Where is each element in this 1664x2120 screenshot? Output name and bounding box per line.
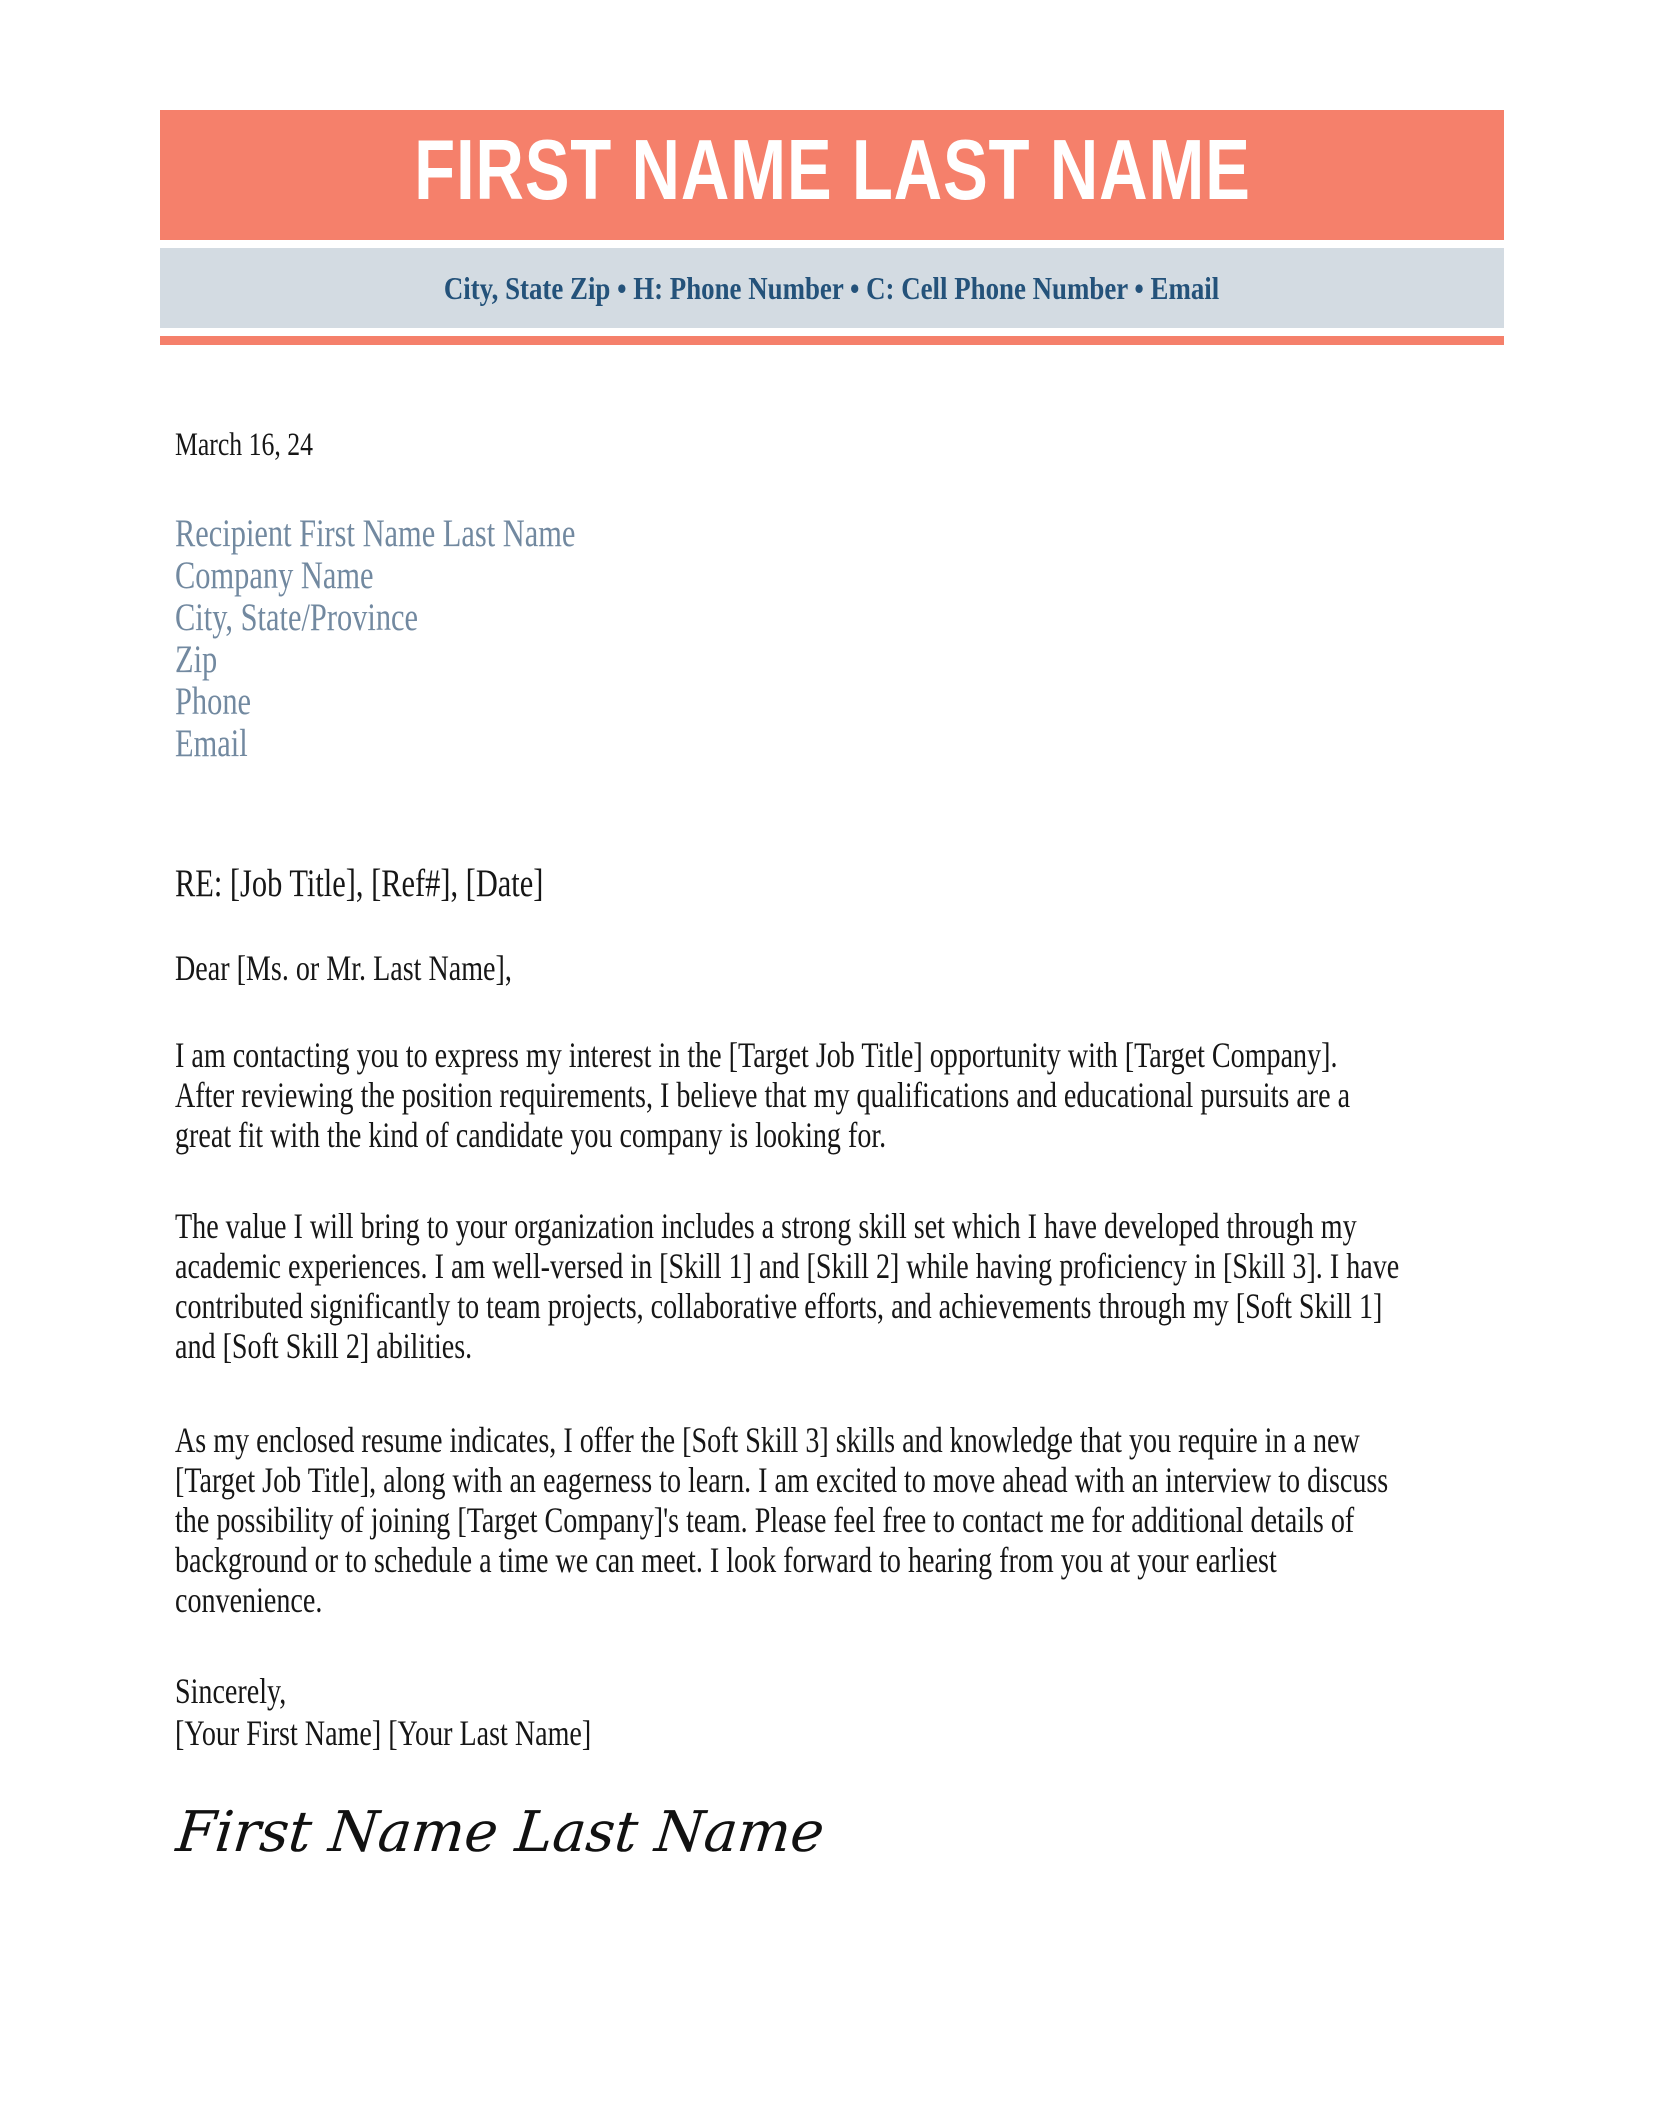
recipient-phone: Phone: [175, 680, 252, 723]
paragraph-line: [Target Job Title], along with an eagerness to learn. I am excited to move ahead with an interview to discuss: [175, 1460, 1389, 1500]
letter-date: March 16, 24: [175, 427, 313, 463]
name-banner: [160, 110, 1504, 240]
paragraph-line: As my enclosed resume indicates, I offer the [Soft Skill 3] skills and knowledge that you require in a new: [175, 1420, 1360, 1460]
paragraph-line: the possibility of joining [Target Company]'s team. Please feel free to contact me for additional details of: [175, 1500, 1355, 1540]
accent-divider: [160, 336, 1504, 345]
paragraph-line: background or to schedule a time we can meet. I look forward to hearing from you at your earliest: [175, 1540, 1277, 1580]
paragraph-line: academic experiences. I am well-versed in [Skill 1] and [Skill 2] while having proficiency in [Skill 3]. I have: [175, 1246, 1400, 1286]
paragraph-line: and [Soft Skill 2] abilities.: [175, 1326, 473, 1366]
page-title: FIRST NAME LAST NAME: [413, 122, 1251, 218]
recipient-block: [175, 513, 575, 765]
recipient-name: Recipient First Name Last Name: [175, 512, 576, 555]
paragraph-line: After reviewing the position requirements, I believe that my qualifications and educational pursuits are a: [175, 1075, 1351, 1115]
paragraph-line: convenience.: [175, 1580, 323, 1620]
recipient-company: Company Name: [175, 554, 374, 597]
paragraph-line: great fit with the kind of candidate you company is looking for.: [175, 1115, 887, 1155]
contact-banner: [160, 248, 1504, 328]
paragraph-line: contributed significantly to team projects, collaborative efforts, and achievements through my [Soft Skill 1]: [175, 1286, 1383, 1326]
recipient-city-state: City, State/Province: [175, 596, 419, 639]
salutation: Dear [Ms. or Mr. Last Name],: [175, 948, 512, 988]
contact-line: City, State Zip • H: Phone Number • C: Cell Phone Number • Email: [444, 269, 1220, 306]
recipient-email: Email: [175, 722, 248, 765]
body-paragraph-1: [175, 1035, 1350, 1155]
paragraph-line: The value I will bring to your organization includes a strong skill set which I have developed through my: [175, 1206, 1357, 1246]
body-paragraph-2: [175, 1206, 1399, 1366]
handwritten-signature: First Name Last Name: [173, 1800, 828, 1865]
paragraph-line: I am contacting you to express my interest in the [Target Job Title] opportunity with [Target Company].: [175, 1035, 1338, 1075]
recipient-zip: Zip: [175, 638, 218, 681]
re-subject-line: RE: [Job Title], [Ref#], [Date]: [175, 862, 544, 905]
typed-signature-name: [Your First Name] [Your Last Name]: [175, 1713, 592, 1753]
body-paragraph-3: [175, 1420, 1388, 1620]
closing-word: Sincerely,: [175, 1671, 287, 1711]
closing-block: [175, 1670, 591, 1754]
